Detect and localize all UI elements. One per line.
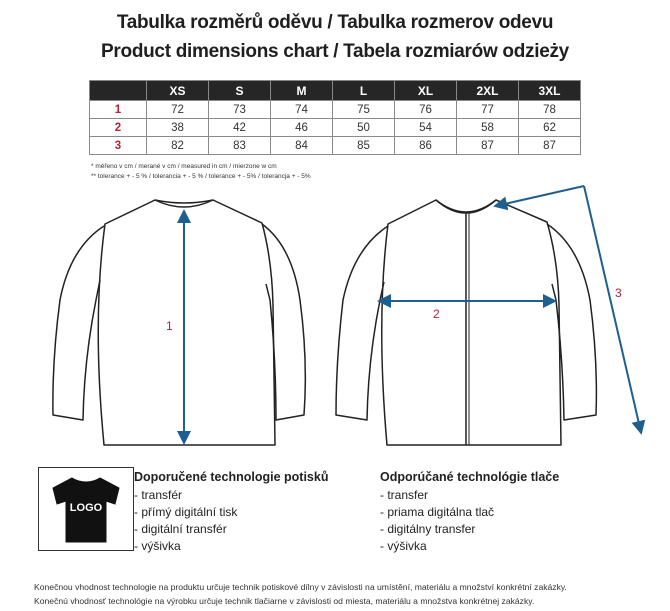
label-body-length: 1 — [166, 319, 173, 333]
size-header-m: M — [271, 81, 333, 101]
logo-text: LOGO — [69, 502, 103, 514]
table-cell: 87 — [519, 137, 581, 155]
arrow-sleeve-length — [500, 186, 584, 205]
table-cell: 54 — [395, 119, 457, 137]
size-header-xl: XL — [395, 81, 457, 101]
list-item: - digitálny transfer — [380, 522, 476, 536]
table-cell: 58 — [457, 119, 519, 137]
table-cell: 42 — [209, 119, 271, 137]
size-header-l: L — [333, 81, 395, 101]
footer-line-sk: Konečnú vhodnosť technológie na výrobku určuje technik tlačiarne v závislosti od miesta, materiálu a množstva konkrétnej zakázky. — [34, 596, 535, 606]
logo-placement-box — [38, 467, 134, 551]
list-item: - přímý digitální tisk — [134, 505, 238, 519]
jacket-front-view — [336, 200, 596, 445]
table-cell: 62 — [519, 119, 581, 137]
table-cell: 77 — [457, 101, 519, 119]
table-cell: 46 — [271, 119, 333, 137]
size-header-3xl: 3XL — [519, 81, 581, 101]
size-header-s: S — [209, 81, 271, 101]
chart-title-line-1: Tabulka rozměrů oděvu / Tabulka rozmerov odevu — [116, 12, 554, 33]
footer-line-cz: Konečnou vhodnost technologie na produktu určuje technik potiskové dílny v závislosti na umístění, materiálu a množství konkrétní zakázky. — [34, 582, 567, 592]
table-cell: 38 — [147, 119, 209, 137]
list-item: - priama digitálna tlač — [380, 505, 495, 519]
label-sleeve-length: 3 — [615, 286, 622, 300]
table-cell: 74 — [271, 101, 333, 119]
table-cell: 75 — [333, 101, 395, 119]
table-cell: 72 — [147, 101, 209, 119]
measure-note: * měřeno v cm / merané v cm / measured in cm / mierzone w cm — [91, 163, 277, 170]
print-tech-cz-heading: Doporučené technologie potisků — [134, 470, 329, 484]
print-tech-sk-heading: Odporúčané technológie tlače — [380, 470, 560, 484]
tolerance-note: ** tolerance + - 5 % / tolerancia + - 5 % / tolerance + - 5% / tolerancja + - 5% — [91, 173, 311, 180]
size-header-2xl: 2XL — [457, 81, 519, 101]
jacket-front-body — [382, 200, 561, 445]
label-chest-width: 2 — [433, 307, 440, 321]
table-cell: 73 — [209, 101, 271, 119]
tshirt-icon — [39, 468, 133, 550]
chart-title-line-2: Product dimensions chart / Tabela rozmiarów odzieży — [101, 41, 569, 62]
row-label: 2 — [90, 119, 147, 137]
list-item: - výšivka — [380, 539, 427, 553]
table-cell: 78 — [519, 101, 581, 119]
jacket-front-collar — [436, 200, 496, 213]
table-cell: 87 — [457, 137, 519, 155]
table-cell: 82 — [147, 137, 209, 155]
size-header-xs: XS — [147, 81, 209, 101]
list-item: - transfer — [380, 488, 429, 502]
footer-disclaimer — [34, 580, 567, 608]
print-tech-cz — [134, 469, 328, 555]
table-cell: 50 — [333, 119, 395, 137]
row-label: 3 — [90, 137, 147, 155]
jacket-back-body — [98, 200, 275, 445]
list-item: - výšivka — [134, 539, 181, 553]
jacket-front-left-sleeve — [336, 226, 388, 420]
list-item: - transfér — [134, 488, 183, 502]
table-cell: 86 — [395, 137, 457, 155]
list-item: - digitální transfér — [134, 522, 227, 536]
table-cell: 83 — [209, 137, 271, 155]
table-cell: 85 — [333, 137, 395, 155]
print-tech-sk — [380, 469, 559, 555]
jacket-back-left-sleeve — [53, 226, 104, 420]
arrow-sleeve-length-diagonal — [584, 186, 640, 428]
row-label: 1 — [90, 101, 147, 119]
table-cell: 76 — [395, 101, 457, 119]
jacket-back-view — [53, 200, 305, 445]
table-cell: 84 — [271, 137, 333, 155]
